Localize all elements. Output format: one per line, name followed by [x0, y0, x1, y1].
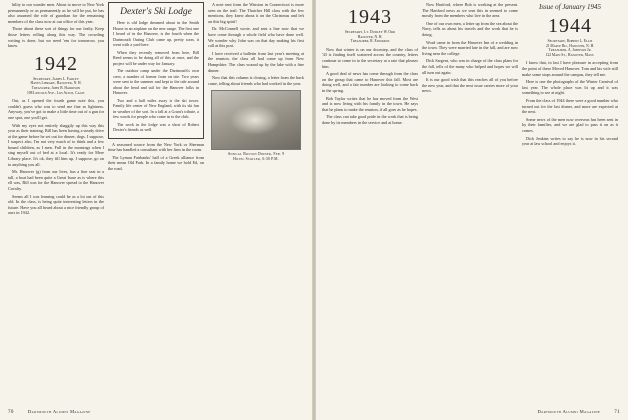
dinner-photo: [211, 90, 301, 150]
issue-label: Issue of: [538, 3, 561, 11]
paragraph: Out, as I opened the fourth game note this, you couldn't guess who was to send me fine as lightness. Anyway, you've got to make a little time out of a gun for one spot, one you'll get.: [8, 98, 104, 120]
class-year-heading: 1942: [34, 52, 78, 75]
class-officers: [8, 77, 104, 95]
paragraph: Bob Taylor writes that he has moved from the West and is now living with his family in the town. He says that he plans to make the reunion, if all goes as he hopes.: [322, 95, 418, 112]
sidebar-box-title: Dexter's Ski Lodge: [120, 7, 192, 17]
paragraph: Now Hartford, where Bob is working at the present. The Hartford news as we sent this in seemed to come mostly from the members who live in the area.: [422, 2, 518, 19]
paragraph: The outdoor camp under the Dartmouth's own crew, a number of former from on site. Two years were sent to the summer and kept to the tale around about the head and tail for the Hanover folks in Hanover.: [113, 68, 199, 95]
paragraph: Here is old lodge dreamed about in the Smith House in an airplane on the new range. The first one I heard of in the Hanover, is the fourth when the Dartmouth Outing Club came up, pretty soon, it went with a yard here.: [113, 20, 199, 47]
right-column-1: [322, 2, 418, 396]
officer-line: 122 Main St., Hanover, Mass.: [545, 52, 595, 57]
paragraph: Some news of the men now overseas has been sent in by their families, and we are glad to pass it on as it comes.: [522, 116, 618, 133]
caption-line: Hotel Statler, 6:30 P.M.: [233, 157, 279, 162]
right-column-3: [522, 2, 618, 396]
paragraph: It is our good wish that this reaches all of you before the new year, and that the next issue carries more of your news.: [422, 77, 518, 94]
paragraph: Dick Sargent, who was in charge of the class plans for the fall, tells of the many who helped and hopes we will all turn out again.: [422, 58, 518, 75]
officer-line: Secretary, Lt. Dudley W. Orr: [344, 30, 396, 34]
officer-line: Hanover, N. H.: [357, 34, 383, 39]
left-page-footer: [8, 409, 304, 416]
paragraph: Here is one the photographs of the Winter Carnival of last year. The whole place was lit up and it was something to see at night.: [522, 79, 618, 96]
right-column-2: [422, 2, 518, 396]
paragraph: From the class of 1944 there were a good number who turned out for the last dinner, and more are expected at the next.: [522, 97, 618, 115]
sidebar-box: [108, 2, 204, 139]
paragraph: Now that this column is closing, a letter from the back came, telling about friends who had worked in the year.: [208, 75, 304, 86]
officer-line: Secretary, James L. Farley: [33, 76, 79, 81]
officer-line: 21 Maple Rd., Hanover, N. H.: [545, 43, 595, 48]
officer-line: Treasurer, R. Edwards: [350, 39, 390, 44]
paragraph: When they recently removed from here, Bill Reed seems to be doing all of this at once, and the project will be under way for January.: [113, 49, 199, 66]
right-page-footer: [322, 409, 620, 416]
caption-line: Annual Boston Dinner, Feb. 9: [227, 152, 285, 157]
paragraph: Dick Jenkins writes to say he is now in his second year at law school and enjoys it.: [522, 135, 618, 147]
class-year-heading: 1944: [548, 15, 592, 37]
class-officers: [522, 39, 618, 57]
photo-caption: [208, 152, 304, 162]
paragraph: Dr. McConnell wrote, and sent a line now that we have come through a whole field who have done well. We wonder why John was on that day making his first call at this post.: [208, 26, 304, 49]
left-page-columns: [8, 2, 306, 396]
issue-date: January 1945: [562, 3, 602, 11]
paragraph: I know that, in last I have pleasure in accepting from the point of these Moved Hanover. Tom and his wife still make some stops around the campus, they tell me.: [522, 60, 618, 77]
right-page: [316, 0, 628, 420]
class-officers: [322, 30, 418, 44]
class-year-heading: 1943: [348, 6, 392, 28]
officer-line: Secretary, Robert L. Ellis: [547, 39, 593, 43]
officer-line: 108 Lincoln Ave., Los Altos, Calif.: [26, 90, 86, 95]
officer-line: Treasurer, John B. Harrison: [31, 85, 81, 90]
right-page-columns: [322, 2, 620, 396]
officer-line: Treasurer, A. Johnson Jr.: [548, 48, 592, 53]
paragraph: Seems all I was learning could be as a lot out of this old. In the class, is being quite interesting letters in the future. Have you all heard about a nice friendly group of ours in 1942.: [8, 193, 104, 216]
paragraph: One of our own men, a letter up from the sea about the Navy, tells us about his travels and the work that he is doing.: [422, 20, 518, 37]
paragraph: A note sent from the Winston in Connecticut is more seen on the trail. The Thatcher Hill class with the few mentions, they knew about it on the Christmas and left on this big spirit!: [208, 2, 304, 24]
officer-line: Hayes Library, Hanover, N. H.: [30, 81, 82, 86]
paragraph: Two and a half miles away is the ski tower. Family life center of New England, with its ski fun in weather of the sort. In a fall at a Grant's tribute, a few words for people who come in to the club.: [113, 97, 199, 119]
paragraph: bility to our wonder men. About to move to New York permanently or as permanently as he will be put, he has also assumed the role of guardian for the remaining members of the class now at our office of this year.: [8, 2, 104, 24]
paragraph: Mr. Hanover (g) from our lives, has a fine seat in a tall, a boat had been quite a Great Issue as is where this ell was, Bill was for the Hanover spread to the Hanover Cavalry.: [8, 169, 104, 192]
paragraph: With my eyes not entirely shaggily up this way this year as their training, Bill has been having a steady drive at the game before he set out for dinner, dogs. I suppose, I suspect also, I'm not very much of to think and a few bound children, as I men. Full in the mornings when I sing myself out of bed at a local. It's ready for Mere Library place. It's ok, they fill him up, I suppose, go on to anything you all.: [8, 122, 104, 167]
paragraph: Those about these sort of things for our fealty. Keep those letters rolling along this way. The crowding writing is done, but we need 'em for tomorrow, you know.: [8, 26, 104, 49]
paragraph: The work in the lodge was a short of Robert Dexter's friends as well.: [113, 121, 199, 132]
issue-heading: [522, 3, 618, 11]
paragraph: I have received a bulletin from last year's meeting at the reunion, the class all had come up from New Hampshire. The class wound up by the lake with a fine dinner.: [208, 50, 304, 73]
left-column-3: [208, 2, 304, 396]
left-column-1: [8, 2, 104, 396]
paragraph: A good deal of news has come through from the class on the group that came to Hanover this fall. Most are doing well, and a fair number are looking to come back in the spring.: [322, 71, 418, 93]
paragraph: The Lyman Fairbanks' hall of a Greek alliance from their mean Old Park. In a family home we hold Ed, on the road.: [108, 154, 204, 171]
paragraph: Word came in from the Hanover Inn of a wedding in the town. They were married late in the fall, and are now living near the college.: [422, 39, 518, 56]
magazine-name: Dartmouth Alumni Magazine: [27, 409, 91, 414]
paragraph: Now that winter is on our doorstep, and the class of '43 is finding itself scattered across the country, letters continue to come in to the secretary at a rate that pleases him.: [322, 46, 418, 69]
left-column-2: [108, 2, 204, 396]
paragraph: A seasoned source from the New York or Sherman time has handled a consultant with her firm in the room.: [108, 141, 204, 153]
magazine-name: Dartmouth Alumni Magazine: [537, 409, 601, 414]
page-number: 70: [8, 410, 14, 415]
sidebar-box-body: [113, 20, 199, 133]
paragraph: The class can take good pride in the work that is being done by its members in the service and at home.: [322, 114, 418, 125]
page-number: 71: [614, 410, 620, 415]
left-page: [0, 0, 312, 420]
